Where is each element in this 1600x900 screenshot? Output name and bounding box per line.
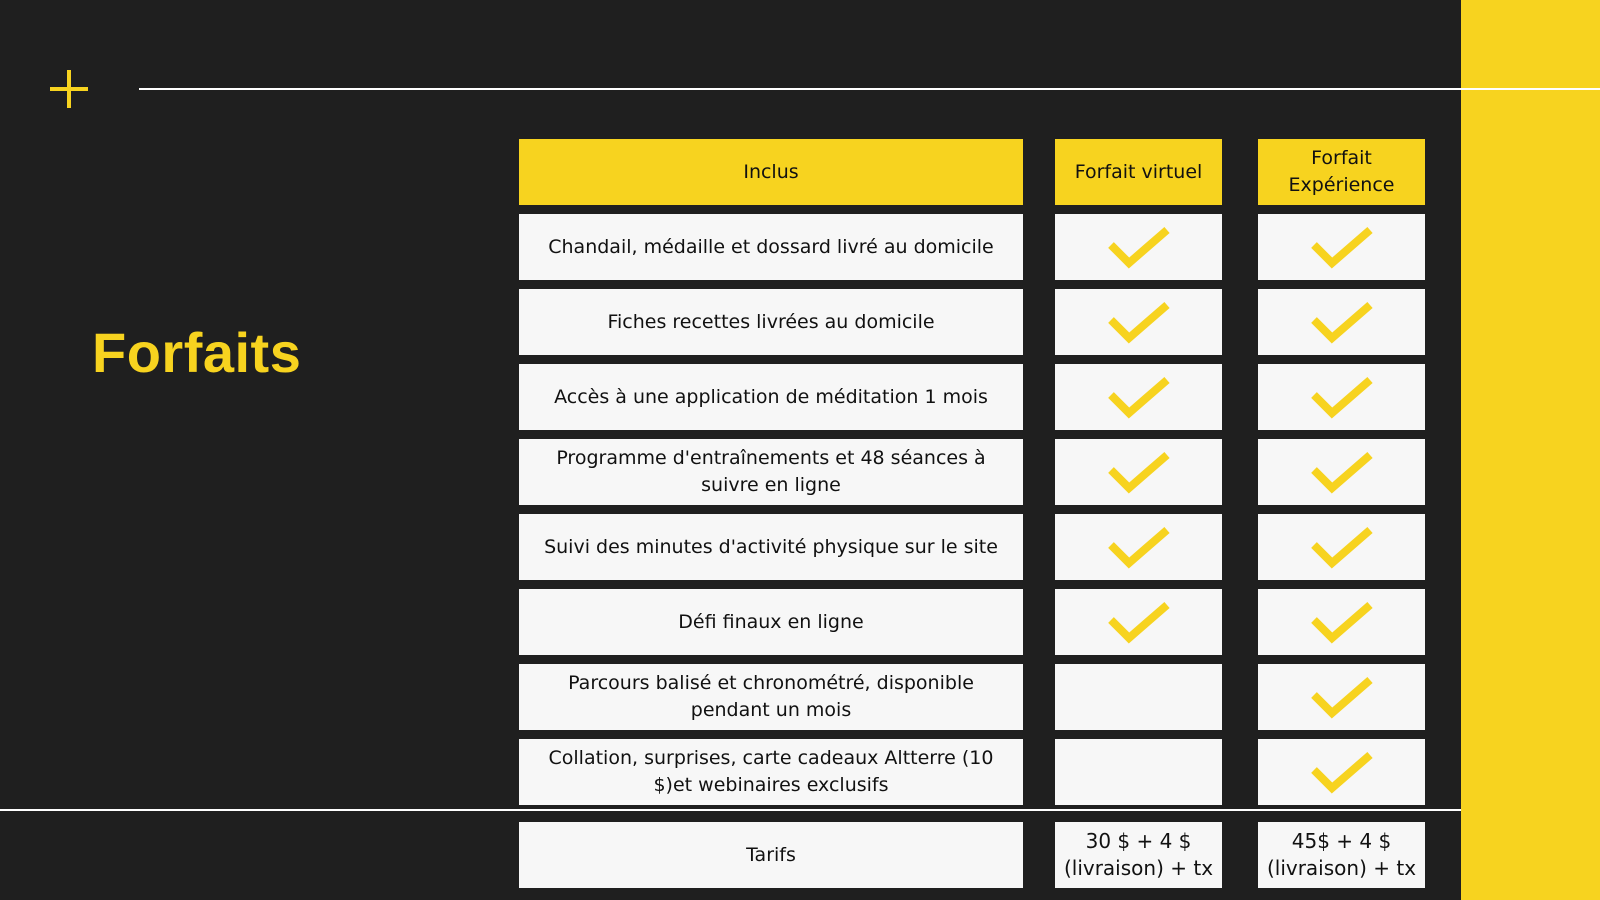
virtual-package-cell xyxy=(1055,739,1222,805)
feature-label: Accès à une application de méditation 1 mois xyxy=(554,385,988,408)
feature-cell xyxy=(519,589,1023,655)
experience-package-cell xyxy=(1258,214,1425,280)
bottom-divider xyxy=(0,809,1461,811)
experience-package-cell xyxy=(1258,589,1425,655)
accent-side-band xyxy=(1461,0,1600,900)
feature-cell xyxy=(519,289,1023,355)
price-label-cell: Tarifs xyxy=(519,822,1023,888)
experience-package-cell xyxy=(1258,514,1425,580)
experience-price-cell: 45$ + 4 $ (livraison) + tx xyxy=(1258,822,1425,888)
virtual-package-cell xyxy=(1055,439,1222,505)
check-icon xyxy=(1310,225,1374,269)
feature-label: Chandail, médaille et dossard livré au domicile xyxy=(548,235,994,258)
check-icon xyxy=(1107,525,1171,569)
experience-package-cell xyxy=(1258,739,1425,805)
check-icon xyxy=(1310,600,1374,644)
check-icon xyxy=(1310,375,1374,419)
virtual-price-cell: 30 $ + 4 $ (livraison) + tx xyxy=(1055,822,1222,888)
virtual-package-cell xyxy=(1055,664,1222,730)
experience-package-cell xyxy=(1258,664,1425,730)
feature-cell xyxy=(519,439,1023,505)
virtual-package-cell xyxy=(1055,214,1222,280)
header-experience-package: Forfait Expérience xyxy=(1258,139,1425,205)
check-icon xyxy=(1310,300,1374,344)
header-included: Inclus xyxy=(519,139,1023,205)
virtual-package-cell xyxy=(1055,364,1222,430)
feature-label: Suivi des minutes d'activité physique sur le site xyxy=(544,535,998,558)
header-virtual-package: Forfait virtuel xyxy=(1055,139,1222,205)
check-icon xyxy=(1107,600,1171,644)
feature-label: Programme d'entraînements et 48 séances à suivre en ligne xyxy=(556,447,986,496)
check-icon xyxy=(1107,450,1171,494)
feature-label: Parcours balisé et chronométré, disponible pendant un mois xyxy=(568,672,974,721)
virtual-package-cell xyxy=(1055,589,1222,655)
plus-icon xyxy=(50,70,88,108)
feature-cell xyxy=(519,739,1023,805)
slide-title: Forfaits xyxy=(92,321,302,384)
feature-cell xyxy=(519,514,1023,580)
feature-cell xyxy=(519,364,1023,430)
feature-label: Fiches recettes livrées au domicile xyxy=(607,310,935,333)
check-icon xyxy=(1310,525,1374,569)
check-icon xyxy=(1310,675,1374,719)
check-icon xyxy=(1107,300,1171,344)
check-icon xyxy=(1107,225,1171,269)
experience-package-cell xyxy=(1258,439,1425,505)
feature-cell xyxy=(519,214,1023,280)
feature-label: Collation, surprises, carte cadeaux Altterre (10 $)et webinaires exclusifs xyxy=(548,747,994,796)
check-icon xyxy=(1310,450,1374,494)
check-icon xyxy=(1107,375,1171,419)
feature-label: Défi finaux en ligne xyxy=(678,610,864,633)
virtual-package-cell xyxy=(1055,514,1222,580)
virtual-package-cell xyxy=(1055,289,1222,355)
top-divider xyxy=(139,88,1600,90)
check-icon xyxy=(1310,750,1374,794)
experience-package-cell xyxy=(1258,364,1425,430)
experience-package-cell xyxy=(1258,289,1425,355)
feature-cell xyxy=(519,664,1023,730)
